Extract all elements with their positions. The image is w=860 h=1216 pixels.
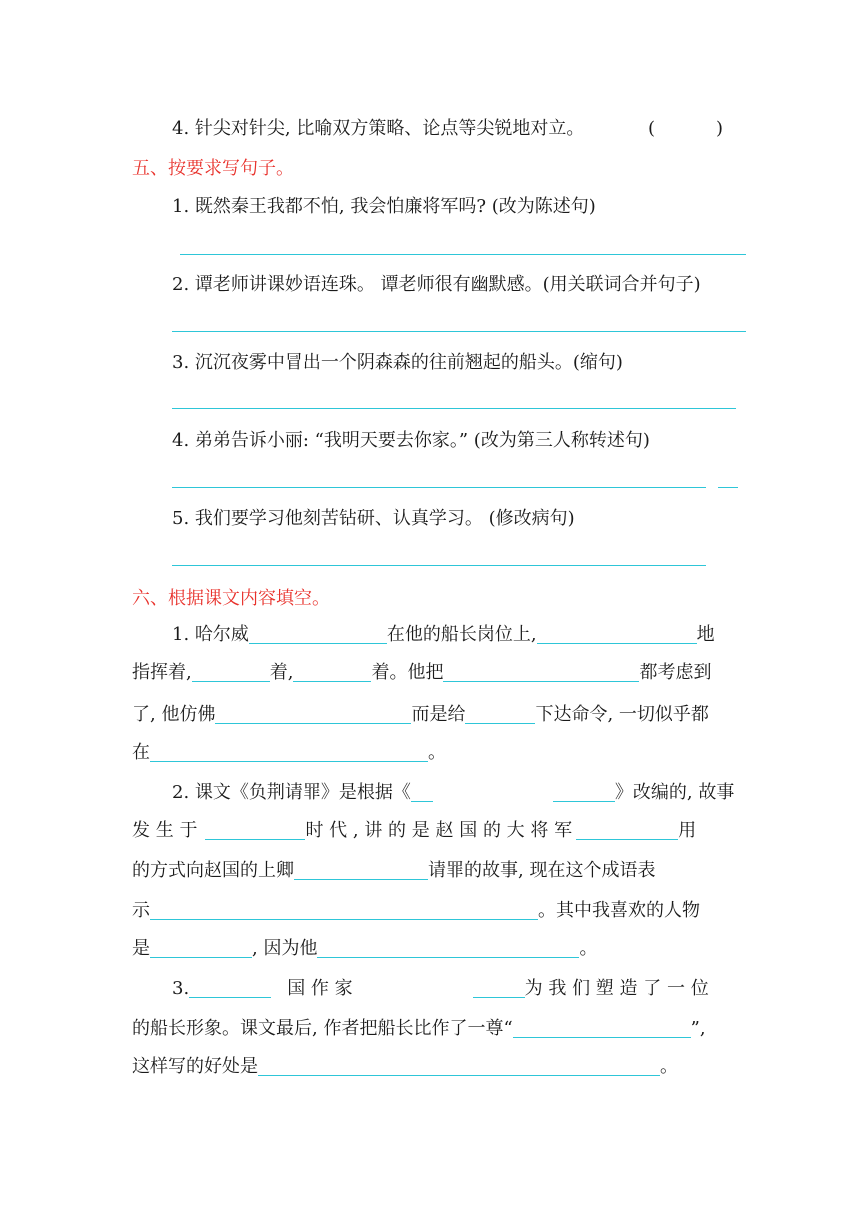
q3-text: 。 [660,1056,678,1077]
blank-input[interactable] [553,783,615,802]
blank-input[interactable] [150,743,428,762]
answer-line-s5-1[interactable] [180,254,746,255]
q2-text: 示 [132,900,150,921]
blank-input[interactable] [189,979,271,998]
blank-input[interactable] [317,939,579,958]
q2-text: 时 代 , 讲 的 是 赵 国 的 大 将 军 [305,820,573,841]
q1-text: 。 [428,742,446,763]
answer-line-s5-5[interactable] [172,565,706,566]
blank-input[interactable] [293,663,371,682]
q2-text: 请罪的故事, 现在这个成语表 [428,860,656,881]
answer-line-s5-2[interactable] [172,331,746,332]
s6-q2-line-5 [132,936,597,962]
s6-q3-line-2 [132,1016,706,1042]
s6-q3-line-1 [172,976,709,1002]
s6-q2-line-3 [132,858,655,884]
q3-text: 3. [172,978,190,999]
q1-text: 在 [132,742,150,763]
answer-paren-open: ( [648,118,656,139]
q2-text: 的方式向赵国的上卿 [132,860,294,881]
section-5-title: 五、按要求写句子。 [132,158,294,179]
q3-text: 的船长形象。课文最后, 作者把船长比作了一尊“ [132,1018,513,1039]
q1-text: 下达命令, 一切似乎都 [535,704,709,725]
q3-text: 国 作 家 [287,978,353,999]
s5-item-5: 5. 我们要学习他刻苦钻研、认真学习。 (修改病句) [172,508,575,529]
q2-text: 。 [579,938,598,959]
answer-line-s5-4-tail[interactable] [718,487,738,488]
s5-item-1: 1. 既然秦王我都不怕, 我会怕廉将军吗? (改为陈述句) [172,196,596,217]
blank-input[interactable] [215,705,411,724]
blank-input[interactable] [513,1019,691,1038]
answer-line-s5-3[interactable] [172,408,736,409]
blank-input[interactable] [537,625,697,644]
q3-text: ”, [690,1018,706,1039]
s5-item-2: 2. 谭老师讲课妙语连珠。 谭老师很有幽默感。(用关联词合并句子) [172,274,701,295]
blank-input[interactable] [443,663,639,682]
s5-item-4: 4. 弟弟告诉小丽: “我明天要去你家。” (改为第三人称转述句) [172,430,650,451]
q1-text: 着。他把 [371,662,444,683]
q2-text: 用 [678,820,697,841]
s5-item-3: 3. 沉沉夜雾中冒出一个阴森森的往前翘起的船头。(缩句) [172,352,623,373]
q1-text: 指挥着, [132,662,192,683]
q1-text: 在他的船长岗位上, [386,624,537,645]
blank-input[interactable] [150,939,252,958]
q1-text: 了, 他仿佛 [132,704,216,725]
answer-line-s5-4[interactable] [172,487,706,488]
answer-paren-close: ) [716,118,724,139]
s6-q3-line-3 [132,1054,678,1080]
blank-input[interactable] [411,783,433,802]
q3-text: 这样写的好处是 [132,1056,258,1077]
s6-q1-line-4 [132,740,446,766]
blank-input[interactable] [576,821,678,840]
q2-text: 》改编的, 故事 [614,782,735,803]
blank-input[interactable] [205,821,305,840]
blank-input[interactable] [294,861,428,880]
q2-text: 。其中我喜欢的人物 [538,900,700,921]
s6-q1-line-2 [132,660,711,686]
blank-input[interactable] [249,625,387,644]
s6-q2-line-2 [132,818,696,844]
q1-text: 都考虑到 [639,662,712,683]
blank-input[interactable] [150,901,538,920]
q1-text: 1. 哈尔威 [172,624,249,645]
s6-q2-line-4 [132,898,700,924]
section-6-title: 六、根据课文内容填空。 [132,588,330,609]
s6-q1-line-3 [132,702,709,728]
q1-text: 地 [696,624,715,645]
q2-text: 发 生 于 [132,820,198,841]
q3-text: 为 我 们 塑 造 了 一 位 [524,978,709,999]
q2-text: 是 [132,938,150,959]
q1-text: 而是给 [411,704,466,725]
q1-text: 着, [269,662,294,683]
s6-q1-line-1 [172,622,715,648]
blank-input[interactable] [258,1057,660,1076]
blank-input[interactable] [473,979,525,998]
s4-item-4 [172,116,584,142]
blank-input[interactable] [465,705,535,724]
s6-q2-line-1 [172,780,734,806]
s4-item-4-text: 4. 针尖对针尖, 比喻双方策略、论点等尖锐地对立。 [172,118,585,139]
q2-text: , 因为他 [252,938,318,959]
blank-input[interactable] [192,663,270,682]
q2-text: 2. 课文《负荆请罪》是根据《 [172,782,411,803]
